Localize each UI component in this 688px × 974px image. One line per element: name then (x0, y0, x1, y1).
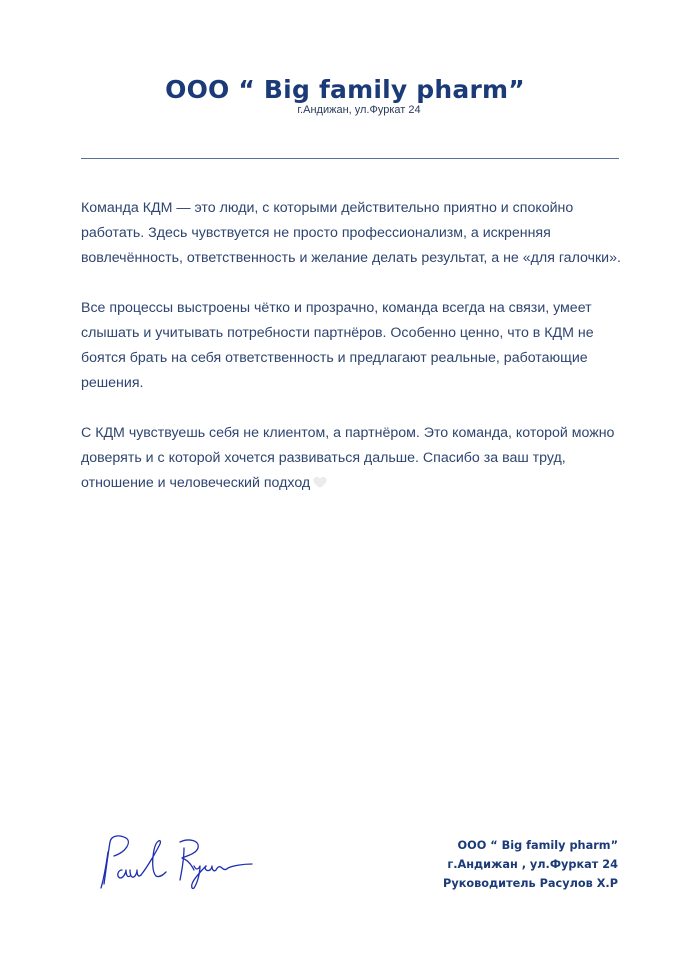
header-divider (81, 158, 619, 159)
signature-block (443, 836, 618, 893)
paragraph-2: Все процессы выстроены чётко и прозрачно, команда всегда на связи, умеет слышать и учитывать потребности партнёров. Особенно ценно, что в КДМ не боятся брать на себя ответственность и предлагают реальные, работающие решения. (81, 300, 594, 391)
paragraph-3 (81, 421, 621, 496)
company-title: ООО “ Big family pharm” (165, 75, 525, 104)
footer-company-name: ООО “ Big family pharm” (457, 839, 618, 852)
letterhead (0, 74, 688, 116)
paragraph-3-text: С КДМ чувствуешь себя не клиентом, а партнёром. Это команда, которой можно доверять и с которой хочется развиваться дальше. Спасибо за ваш труд, отношение и человеческий подход (81, 425, 615, 491)
footer-address: г.Андижан , ул.Фуркат 24 (447, 858, 618, 871)
letter-body (81, 196, 621, 521)
white-heart-icon (313, 473, 327, 487)
handwritten-signature-icon (96, 826, 256, 896)
paragraph-1: Команда КДМ — это люди, с которыми действительно приятно и спокойно работать. Здесь чувствуется не просто профессионализм, а искренняя вовлечённость, ответственность и желание делать результат, а не «для галочки». (81, 200, 621, 266)
company-address: г.Андижан, ул.Фуркат 24 (297, 104, 421, 116)
footer-signatory: Руководитель Расулов Х.Р (443, 877, 618, 890)
